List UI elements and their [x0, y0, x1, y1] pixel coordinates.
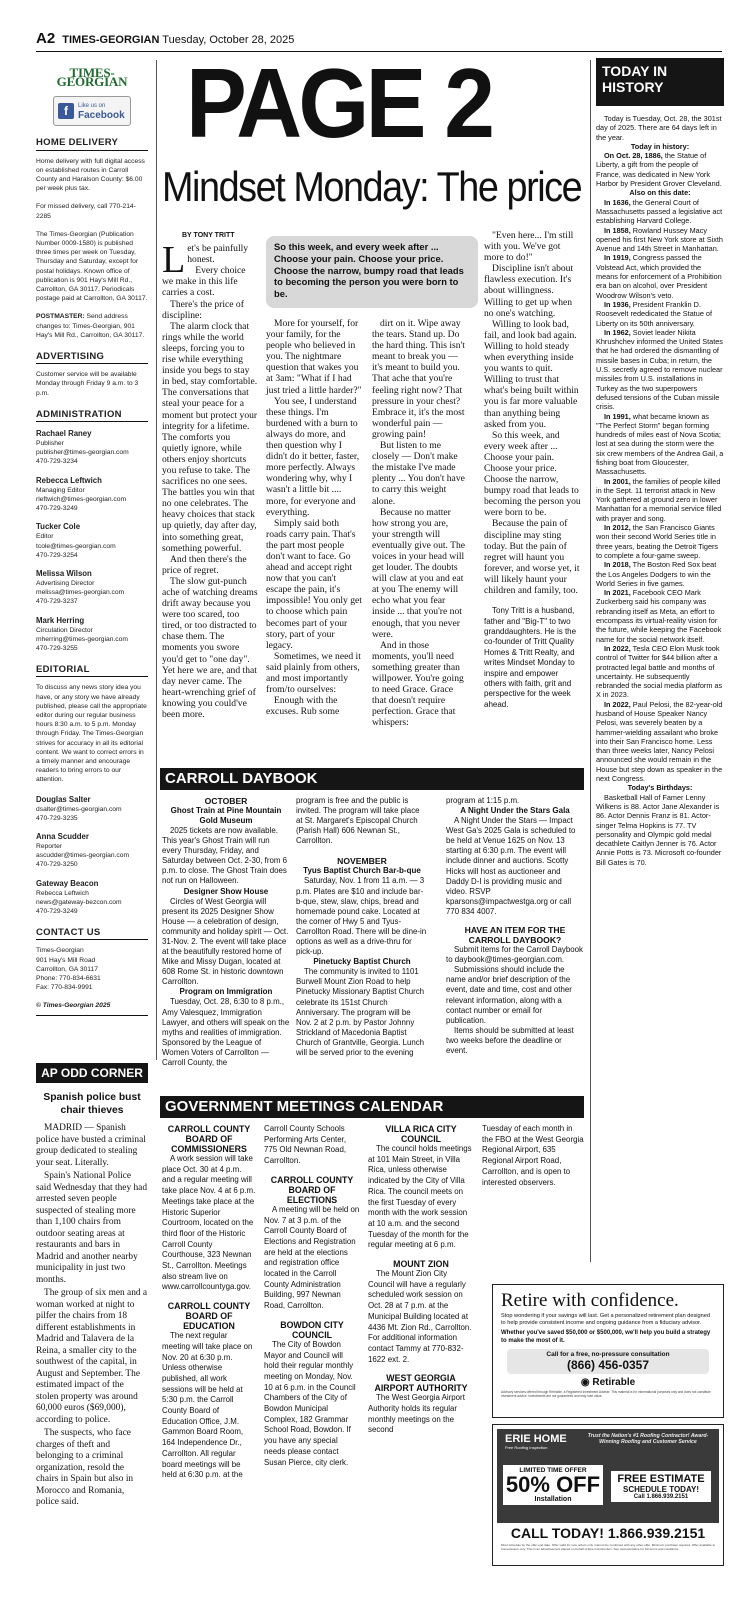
retirement-ad-text: Stop wondering if your savings will last. Get a personalized retirement plan designed to help provide consistent income and ongoing guidance from a fiduciary advisor. [501, 1313, 710, 1326]
editorial-heading: EDITORIAL [36, 665, 148, 677]
publication-text: The Times-Georgian (Publication Number 0009-1580) is published three times per week on Tuesday, Thursday and Saturday, except for postal holidays. Known office of publication is 901 Hay's Mill Rd., Carrollton, GA 30117. Periodicals postage paid at Carrollton, GA 30117. [36, 230, 148, 303]
erie-offer: LIMITED TIME OFFER 50% OFF Installation [503, 1465, 603, 1505]
erie-free-estimate[interactable]: FREE ESTIMATE SCHEDULE TODAY! Call 1.866.939.2151 [611, 1471, 711, 1502]
author-bio: Tony Tritt is a husband, father and "Big-T" to two granddaughters. He is the co-founder of Tritt Quality Homes & Tritt Realty, and writes Mindset Monday to inspire and empower others with faith, grit and perspective for the week ahead. [484, 606, 577, 709]
daybook-bar: CARROLL DAYBOOK [160, 768, 584, 790]
today-in-history [596, 58, 724, 867]
gov-column-4: Tuesday of each month in the FBO at the West Georgia Regional Airport, 635 Regional Airport Road, Carrollton, and is open to interested observers. [482, 1124, 584, 1187]
paper-name: TIMES-GEORGIAN [62, 34, 160, 46]
advertising-heading: ADVERTISING [36, 352, 148, 364]
drop-cap: L [162, 239, 186, 282]
byline: BY TONY TRITT [182, 232, 235, 239]
missed-delivery-text: For missed delivery, call 770-214-2285 [36, 203, 136, 220]
daybook-column-2: program is free and the public is invited. The program will take place at St. Margaret's Episcopal Church (Parish Hall) 606 Newnan St., Carrollton. NOVEMBER Tyus Baptist Church Bar-b-que Saturday, Nov. 1 from 11 a.m. — 3 p.m. Plates are $10 and include bar-b-que, stew, slaw, chips, bread and homemade pound cake. Located at the corner of Hwy 5 and Tyus-Carrollton Road. There will be dine-in options as well as a drive-thru for pick-up. Pinetucky Baptist Church The community is invited to 1101 Burwell Mount Zion Road to help Pinetucky Missionary Baptist Church celebrate its 151st Church Anniversary. The program will be Nov. 2 at 2 p.m. by Pastor Johnny Strickland of Macedonia Baptist Church of Grantville, Georgia. Lunch will be served prior to the evening [296, 796, 427, 1057]
staff-entry: Rebecca Leftwich Managing Editor rleftwich@times-georgian.com 470-729-3249 [36, 475, 127, 513]
page-number: A2 [36, 30, 56, 47]
staff-entry: Douglas Salter dsalter@times-georgian.com 470-729-3235 [36, 794, 122, 822]
advertising-text: Customer service will be available Monday through Friday 9 a.m. to 3 p.m. [36, 371, 139, 397]
article-column-4: "Even here... I'm still with you. We've got more to do!" Discipline isn't about flawless execution. It's about willingness. Willing to get up when no one's watching. Willing to look bad, fail, and look bad again. Willing to hold steady when everything inside you wants to quit. Willing to trust that what's being built within you is far more valuable than anything being asked from you. So this week, and every week after ... Choose your pain. Choose your price. Choose the narrow, bumpy road that leads to becoming the person you were born to be. Because the pain of discipline may sting today. But the pain of regret will haunt you forever, and worse yet, it will likely haunt your children and family, too. Tony Tritt is a husband, father and "Big-T" to two granddaughters. He is the co-founder of Tritt Quality Homes & Tritt Realty, and writes Mindset Monday to inspire and empower others with faith, grit and perspective for the week ahead. [484, 230, 581, 709]
staff-entry: Tucker Cole Editor tcole@times-georgian.com 470-729-3254 [36, 522, 116, 559]
ap-odd-bar: AP ODD CORNER [36, 1063, 148, 1083]
article-column-2: More for yourself, for your family, for the people who believed in you. The nightmare question that wakes you at 3am: "What if I had just tried a little harder?" You see, I understand these things. I'm burdened with a burn to always do more, and then question why I didn't do it better, faster, more perfectly. Always wondering why, why I wasn't a little bit .... more, for everyone and everything. Simply said both roads carry pain. That's the part most people don't want to face. Go ahead and accept right now that you can't escape the pain, it's impossible! You only get to choose which pain becomes part of your story, part of your legacy. Sometimes, we need it said plainly from others, and most importantly from/to ourselves: Enough with the excuses. Rub some [266, 318, 362, 718]
retirement-ad-call[interactable]: Call for a free, no-pressure consultation (866) 456-0357 [507, 1349, 709, 1374]
staff-entry: Anna Scudder Reporter ascudder@times-georgian.com 470-729-3250 [36, 831, 130, 869]
copyright: © Times-Georgian 2025 [36, 1001, 148, 1015]
retirement-ad[interactable] [492, 1284, 724, 1418]
gov-meetings-bar: GOVERNMENT MEETINGS CALENDAR [160, 1096, 584, 1118]
home-delivery-text: Home delivery with full digital access on established routes in Carroll County and Haralson County: $6.00 per week plus tax. [36, 157, 145, 193]
column-divider [590, 60, 591, 1262]
retirable-logo: ◉ Retirable [580, 1377, 636, 1388]
issue-date: Tuesday, October 28, 2025 [162, 34, 295, 46]
editorial-text: To discuss any news story idea you have, or any story we have already published, please call the appropriate editor during our regular business hours 8:30 a.m. to 5 p.m. Monday through Friday. The Times-Georgian strives for accuracy in all its editorial content. We want to correct errors in a timely manner and encourage readers to bring errors to our attention. [36, 684, 147, 784]
retirement-ad-question: Whether you've saved $50,000 or $500,000, we'll help you build a strategy to make the most of it. [501, 1330, 711, 1344]
gov-column-2: Carroll County Schools Performing Arts Center, 775 Old Newnan Road, Carrollton. CARROLL COUNTY BOARD OF ELECTIONS A meeting will be held on Nov. 7 at 3 p.m. of the Carroll County Board of Elections and Registration are held at the elections and registration office located in the Carroll County Administration Building, 997 Newnan Road, Carrollton. BOWDON CITY COUNCIL The City of Bowdon Mayor and Council will hold their regular monthly meeting on Monday, Nov. 10 at 6 p.m. in the Council Chambers of the City of Bowdon Municipal Complex, 182 Grammar School Road, Bowdon. If you have any special needs please contact Susan Pierce, city clerk. [264, 1124, 360, 1467]
gov-column-3: VILLA RICA CITY COUNCIL The council holds meetings at 101 Main Street, in Villa Rica, unless otherwise indicated by the City of Villa Rica. The council meets on the first Tuesday of every month with the work session at 10 a.m. and the second Tuesday of the month for the regular meeting at 6 p.m. MOUNT ZION The Mount Zion City Council will have a regularly scheduled work session on Oct. 28 at 7 p.m. at the Municipal Building located at 4436 Mt. Zion Rd., Carrollton. For additional information contact Tammy at 770-832-1622 ext. 2. WEST GEORGIA AIRPORT AUTHORITY The West Georgia Airport Authority holds its regular monthly meetings on the second [368, 1124, 472, 1435]
ap-odd-corner [36, 1063, 148, 1511]
erie-home-ad[interactable] [492, 1424, 724, 1566]
daybook-column-3: program at 1:15 p.m. A Night Under the Stars Gala A Night Under the Stars — Impact West Ga's 2025 Gala is scheduled to be held at Venue 1625 on Nov. 13 starting at 6:30 p.m. The event will include dinner and auctions. Scotty Hicks will host as auctioneer and Daddy D-I is providing music and video. RSVP kparsons@impactwestga.org or call 770 834 4007. HAVE AN ITEM FOR THE CARROLL DAYBOOK? Submit items for the Carroll Daybook to daybook@times-georgian.com. Submissions should include the name and/or brief description of the event, date and time, cost and other relevant information, along with a contact number or email for publication. Items should be submitted at least two weeks before the deadline or event. [446, 796, 583, 1055]
article-headline: Mindset Monday: The price [162, 163, 582, 210]
administration-heading: ADMINISTRATION [36, 410, 148, 422]
today-body: Today is Tuesday, Oct. 28, the 301st day of 2025. There are 64 days left in the year. Today in history: On Oct. 28, 1886, the Statue of Liberty, a gift from the people of France, was dedicated in New York Harbor by President Grover Cleveland. Also on this date: In 1636, the General Court of Massachusetts passed a legislative act establishing Harvard College. In 1858, Rowland Hussey Macy opened his first New York store at Sixth Avenue and 14th Street in Manhattan. In 1919, Congress passed the Volstead Act, which provided the means for enforcement of a Prohibition era ban on alcohol, over President Woodrow Wilson's veto. In 1936, President Franklin D. Roosevelt rededicated the Statue of Liberty on its 50th anniversary. In 1962, Soviet leader Nikita Khrushchev informed the United States that he had ordered the dismantling of missile bases in Cuba; in return, the U.S. secretly agreed to remove nuclear missiles from U.S. installations in Turkey as the two superpowers defused tensions of the Cuban missile crisis. In 1991, what became known as "The Perfect Storm" began forming hundreds of miles east of Nova Scotia; lost at sea during the storm were the six crew members of the Andrea Gail, a fishing boat from Gloucester, Massachusetts. In 2001, the families of people killed in the Sept. 11 terrorist attack in New York gathered at ground zero in lower Manhattan for a memorial service filled with prayer and song. In 2012, the San Francisco Giants won their second World Series title in three years, beating the Detroit Tigers to complete a four-game sweep. In 2018, The Boston Red Sox beat the Los Angeles Dodgers to win the World Series in five games. In 2021, Facebook CEO Mark Zuckerberg said his company was rebranding itself as Meta, an effort to encompass its virtual-reality vision for the future, while keeping the Facebook name for the social network itself. In 2022, Tesla CEO Elon Musk took control of Twitter for $44 billion after a protracted legal battle and months of uncertainty. He subsequently rebranded the social media platform as X in 2023. In 2022, Paul Pelosi, the 82-year-old husband of House Speaker Nancy Pelosi, was severely beaten by a hammer-wielding assailant who broke into their San Francisco home. Less than three weeks later, Nancy Pelosi announced she would remain in the House but step down as speaker in the next Congress. Today's Birthdays: Basketball Hall of Famer Lenny Wilkens is 88. Actor Jane Alexander is 86. Actor Dennis Franz is 81. Actor-singer Telma Hopkins is 77. TV personality and Olympic gold medal decathlete Caitlyn Jenner is 76. Actor Annie Potts is 73. Microsoft co-founder Bill Gates is 70. [596, 114, 724, 867]
pull-quote: So this week, and every week after ... Choose your pain. Choose your price. Choose the narrow, bumpy road that leads to becoming the person you were born to be. [266, 236, 478, 308]
erie-ad-tagline: Trust the Nation's #1 Roofing Contractor! Award-Winning Roofing and Customer Service [587, 1433, 709, 1446]
retirable-icon: ◉ [580, 1377, 593, 1388]
ap-odd-body: MADRID — Spanish police have busted a criminal group dedicated to stealing your seat. Literally. Spain's National Police said Wednesday that they had arrested seven people suspected of stealing more than 1,100 chairs from outdoor seating areas at restaurants and bars in Madrid and another nearby municipality in just two months. The group of six men and a woman worked at night to pilfer the chairs from 18 different establishments in Madrid and Talavera de la Reina, a smaller city to the southwest of the capital, in August and September. The estimated impact of the stolen property was around 60,000 euros ($69,000), according to police. The suspects, who face charges of theft and belonging to a criminal organization, resold the chairs in Spain but also in Morocco and Romania, police said. [36, 1123, 148, 1507]
page-title: PAGE 2 [186, 48, 492, 158]
facebook-label: Like us on Facebook [78, 102, 125, 121]
contact-block: Times-Georgian 901 Hay's Mill Road Carrollton, GA 30117 Phone: 770-834-6631 Fax: 770-834-9991 [36, 947, 101, 992]
retirement-ad-headline: Retire with confidence. [501, 1290, 679, 1311]
gov-column-1: CARROLL COUNTY BOARD OF COMMISSIONERS A work session will take place Oct. 30 at 4 p.m. and a regular meeting will take place Nov. 4 at 6 p.m. Meetings take place at the Historic Superior Courtroom, located on the third floor of the Historic Carroll County Courthouse, 323 Newnan St., Carrollton. Meetings also stream live on www.carrollcountyga.gov. CARROLL COUNTY BOARD OF EDUCATION The next regular meeting will take place on Nov. 20 at 6:30 p.m. Unless otherwise published, all work sessions will be held at 5:30 p.m. the Carroll County Board of Education Office, J.M. Gammon Board Room, 164 Independence Dr., Carrollton. All regular board meetings will be held at 6:30 p.m. at the [162, 1124, 256, 1480]
ap-odd-headline: Spanish police bust chair thieves [43, 1092, 141, 1116]
paper-logo: TIMES-GEORGIAN [56, 65, 128, 90]
retirement-ad-phone[interactable]: (866) 456-0357 [566, 1358, 650, 1372]
masthead-sidebar [36, 58, 148, 1016]
contact-heading: CONTACT US [36, 928, 148, 940]
erie-call-to-action[interactable]: CALL TODAY! 1.866.939.2151 [510, 1525, 706, 1541]
article-column-1: BY TONY TRITT L et's be painfully honest. Every choice we make in this life carries a cost. There's the price of discipline: The alarm clock that rings while the world sleeps, forcing you to rise while everything inside you begs to stay in bed, stay comfortable. The conversations that steal your peace for a moment but protect your integrity for a lifetime. The comforts you quietly ignore, while others enjoy shortcuts you refuse to take. The sacrifices no one sees. The battles you win that no one celebrates. The heavy choices that stack up quietly, day after day, into something great, something powerful. And then there's the price of regret. The slow gut-punch ache of watching dreams drift away because you were too scared, too tired, or too distracted to chase them. The moments you swore you'd get to "one day". Yet here we are, and that day never came. The heart-wrenching grief of knowing you could've been more. [162, 232, 258, 721]
postmaster-text: POSTMASTER: Send address changes to: Times-Georgian, 901 Hay's Mill Rd., Carrollton, GA 30117. [36, 313, 145, 339]
erie-logo: ERIE HOME Free Roofing Inspection [505, 1433, 567, 1450]
retirement-ad-fineprint: Advisory services offered through Retirable, a Registered Investment Adviser. This material is for informational purposes only and does not constitute investment advice. Investments are not guaranteed and may lose value. [501, 1390, 711, 1398]
column-divider [156, 60, 157, 1060]
staff-entry: Gateway Beacon Rebecca Leftwich news@gateway-bezcon.com 470-729-3249 [36, 878, 122, 915]
article-column-3: dirt on it. Wipe away the tears. Stand up. Do the hard thing. This isn't meant to break you — it's meant to build you. That ache that you're feeling right now? That pressure in your chest? Embrace it, it's the most wonderful pain — growing pain! But listen to me closely — Don't make the mistake I've made plenty ... You don't have to carry this weight alone. Because no matter how strong you are, your strength will eventually give out. The voices in your head will get louder. The doubts will claw at you and eat at you The enemy will echo what you fear inside ... that you're not enough, that you never were. And in those moments, you'll need something greater than willpower. You're going to need Grace. Grace that doesn't require perfection. Grace that whispers: [372, 318, 466, 729]
home-delivery-heading: HOME DELIVERY [36, 138, 148, 150]
staff-entry: Melissa Wilson Advertising Director melissa@times-georgian.com 470-729-3237 [36, 568, 125, 606]
erie-ad-fineprint: Must schedule by the offer end date. Offer valid for new orders only. Cannot be combined with any other offer. Minimum purchase required. Offer available to homeowners only. This is an advertisement placed on behalf of Erie Construction. See representative for full terms and conditions. [501, 1543, 716, 1551]
staff-entry: Mark Herring Circulation Director mherring@times-georgian.com 470-729-3255 [36, 615, 128, 652]
staff-entry: Rachael Raney Publisher publisher@times-georgian.com 470-729-3234 [36, 429, 129, 466]
today-bar: TODAY IN HISTORY [596, 58, 724, 106]
facebook-button[interactable] [53, 96, 131, 126]
daybook-column-1: OCTOBER Ghost Train at Pine Mountain Gold Museum 2025 tickets are now available. This year's Ghost Train will run every Thursday, Friday, and Saturday between Oct. 2-30, from 6 p.m. to close. The Ghost Train does not run on Halloween. Designer Show House Circles of West Georgia will present its 2025 Designer Show House — a celebration of design, community and holiday spirit — Oct. 31-Nov. 2. The event will take place at the beautifully restored home of Mike and Missy Dugan, located at 608 Rome St. in historic downtown Carrollton. Program on Immigration Tuesday, Oct. 28, 6:30 to 8 p.m., Amy Valesquez, Immigration Lawyer, and others will speak on the myths and realities of immigration. Sponsored by the League of Women Voters of Carrollton — Carroll County, the [162, 796, 290, 1067]
facebook-icon: f [58, 103, 74, 119]
